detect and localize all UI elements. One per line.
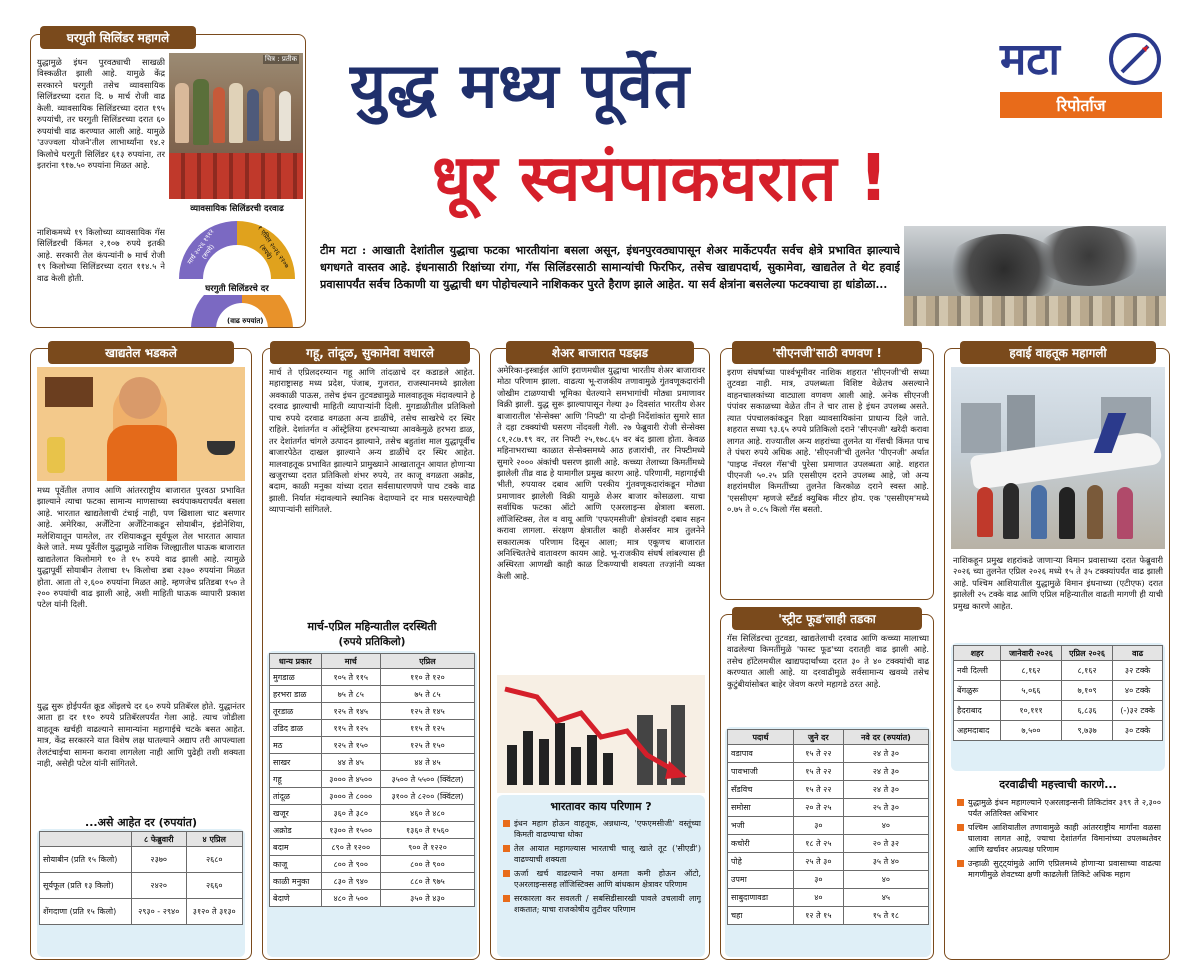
bullet-icon — [957, 860, 964, 867]
table-row — [270, 771, 475, 788]
table-cell: ३१२० ते ३१३० — [186, 899, 242, 925]
table-cell: २५ ते ३० — [793, 853, 843, 871]
table-row — [728, 853, 929, 871]
market-body: अमेरिका-इस्त्राईल आणि इराणमधील युद्धाचा भारतीय शेअर बाजारावर मोठा परिणाम झाला. वाढत्या भू-राजकीय तणावामुळे गुंतवणूकदारांनी जोखीम टाळण्याची भूमिका घेतल्याने समभागांची मोठ्या प्रमाणावर विक्री झाली. युद्ध सुरू झाल्यापासून गेल्या ३० दिवसांत भारतीय शेअर बाजारातील 'सेन्सेक्स' आणि 'निफ्टी' या दोन्ही निर्देशांकांत सुमारे सात ते दहा टक्क्यांची घसरण नोंदवली गेली. २७ फेब्रुवारी रोजी सेन्सेक्स ८१,२८७.१९ वर, तर निफ्टी २५,१७८.६५ वर बंद झाला होता. केवळ महिनाभराच्या काळात सेन्सेक्समध्ये आठ हजारांची, तर निफ्टीमध्ये सुमारे २००० अंकांची घसरण झाली आहे. कच्च्या तेलाच्या किमतींमध्ये झालेली तीव्र वाढ हे यामागील प्रमुख कारण आहे. परिणामी, महागाईची भीती, रुपयावर दबाव आणि परकीय गुंतवणूकदारांकडून मोठ्या प्रमाणावर झालेली विक्री यामुळे शेअर बाजार कोसळला. याचा सर्वाधिक फटका ऑटो आणि एअरलाइन्स क्षेत्राला बसला. लॉजिस्टिक्स, तेल व वायू आणि 'एफएमसीजी' क्षेत्रांवरही दबाव सहन करावा लागला. संरक्षण क्षेत्रातील काही शेअर्सवर मात्र तुलनेने सकारात्मक परिणाम दिसून आला; मात्र एकूणच बाजारात अनिश्चिततेचे वातावरण कायम आहे. भू-राजकीय संघर्ष लांबल्यास ही अस्थिरता आणखी काही काळ टिकण्याची शक्यता तज्ज्ञांनी व्यक्त केली आहे. — [497, 365, 705, 581]
masthead-sub: रिपोर्ताज — [1000, 92, 1162, 118]
table-cell: ४४ ते ४५ — [380, 754, 474, 771]
list-item: युद्धामुळे इंधन महागल्याने एअरलाइन्सनी तिकिटांवर ३९९ ते २,३०० पर्यंत अतिरिक्त अधिभार — [955, 797, 1161, 819]
table-cell: ८०० ते ९०० — [380, 856, 474, 873]
table-cell: उपमा — [728, 871, 794, 889]
table-header-cell: जुने दर — [793, 730, 843, 745]
table-cell: तूरडाळ — [270, 703, 322, 720]
street-food-section — [720, 614, 934, 960]
table-cell: १३०० ते १५०० — [321, 822, 380, 839]
table-cell: मठ — [270, 737, 322, 754]
street-food-table — [725, 727, 931, 957]
table-cell: बेदाणे — [270, 890, 322, 907]
table-cell: चहा — [728, 907, 794, 925]
gas-body: युद्धामुळे इंधन पुरवठ्याची साखळी विस्कळीत झाली आहे. यामुळे केंद्र सरकारने घरगुती तसेच व्यावसायिक सिलिंडरच्या दरात दि. ७ मार्च रोजी वाढ केली. व्यावसायिक सिलिंडरच्या दरात १९५ रुपयांची, तर घरगुती सिलिंडरच्या दरात ६० रुपयांची वाढ करण्यात आली आहे. यामुळे 'उज्ज्वला योजने'तील लाभार्थ्यांना १४.२ किलोचे घरगुती सिलिंडर ६१३ रुपयांना, तर इतरांना ९१७.५० रुपयांना मिळत आहे. — [37, 57, 165, 170]
table-cell: ३५० ते ४३० — [380, 890, 474, 907]
table-header-cell — [40, 832, 132, 847]
table-cell: ५,०६६ — [1001, 681, 1062, 701]
cng-section — [720, 348, 934, 600]
headline-line-2: धूर स्वयंपाकघरात ! — [432, 142, 889, 216]
table-cell: १०,१११ — [1001, 701, 1062, 721]
table-row — [270, 737, 475, 754]
oil-title: खाद्यतेल भडकले — [48, 341, 234, 364]
table-cell: सूर्यफूल (प्रति १३ किलो) — [40, 873, 132, 899]
street-food-body: गॅस सिलिंडरचा तुटवडा, खाद्यतेलाची दरवाढ आणि कच्च्या मालाच्या वाढलेल्या किमतींमुळे 'फास्ट फूड'च्या दरातही वाढ झाली आहे. तसेच हॉटेलमधील खाद्यपदार्थांच्या दरात ३० ते ४० टक्क्यांची वाढ करण्यात आली आहे. या दरवाढीमुळे सर्वसामान्य खवय्ये तसेच कुटुंबीयांसोबत बाहेर जेवण करणे महागडे ठरत आहे. — [727, 633, 929, 689]
table-header-cell: शहर — [954, 646, 1001, 661]
market-section — [490, 348, 710, 960]
impact-title: भारतावर काय परिणाम ? — [550, 800, 652, 813]
table-cell: २३७० — [131, 847, 186, 873]
table-cell: ३००० ते ८००० — [321, 788, 380, 805]
table-cell: ८८० ते ९७५ — [380, 873, 474, 890]
gas-section — [30, 34, 306, 328]
table-row — [270, 788, 475, 805]
table-cell: २० ते ३२ — [843, 835, 928, 853]
table-cell: ६,८३६ — [1061, 701, 1112, 721]
table-cell: पोहे — [728, 853, 794, 871]
headline-line-1: युद्ध मध्य पूर्वेत — [350, 49, 691, 122]
table-cell: ११५ ते १२५ — [380, 720, 474, 737]
market-crash-illustration — [497, 675, 705, 793]
table-cell: ४८० ते ५०० — [321, 890, 380, 907]
grain-table-subtitle: (रुपये प्रतिकिलो) — [338, 636, 406, 648]
table-header-cell: पदार्थ — [728, 730, 794, 745]
table-cell: १०५ ते ११५ — [321, 669, 380, 686]
domestic-label: घरगुती सिलिंडरचे दर — [205, 284, 269, 294]
table-row — [728, 871, 929, 889]
table-cell: ९,७३७ — [1061, 721, 1112, 741]
street-food-title: 'स्ट्रीट फूड'लाही तडका — [732, 607, 922, 630]
table-cell: १५ ते २२ — [793, 781, 843, 799]
table-cell: १२५ ते १५० — [380, 737, 474, 754]
impact-box — [497, 795, 705, 957]
table-cell: सोयाबीन (प्रति १५ किलो) — [40, 847, 132, 873]
table-cell: ९०० ते १२२० — [380, 839, 474, 856]
cng-title: 'सीएनजी'साठी वणवण ! — [732, 341, 922, 364]
grain-section — [262, 348, 480, 960]
table-cell: ७,१०९ — [1061, 681, 1112, 701]
table-cell: ४५ — [843, 889, 928, 907]
table-row — [728, 799, 929, 817]
air-reasons-box — [951, 793, 1165, 957]
table-cell: भजी — [728, 817, 794, 835]
table-cell: बदाम — [270, 839, 322, 856]
bullet-icon — [503, 845, 510, 852]
table-row — [270, 822, 475, 839]
bullet-icon — [503, 895, 510, 902]
table-cell: ८३० ते ९४० — [321, 873, 380, 890]
cng-body: इराण संघर्षाच्या पार्श्वभूमीवर नाशिक शहरात 'सीएनजी'ची सध्या तुटवडा नाही. मात्र, उपलब्धता विशिष्ट वेळेतच असल्याने वाहनचालकांच्या वाट्याला वणवण आली आहे. अनेक सीएनजी पंपांवर सकाळच्या वेळेत तीन ते चार तास हे इंधन उपलब्ध असते. त्यात पंपचालकांकडून रिक्षा व्यावसायिकांना प्राधान्य दिले जाते. शहरात सध्या ९३.६५ रुपये प्रतिकिलो दराने 'सीएनजी' खरेदी करावा लागत आहे. राज्यातील अन्य शहरांच्या तुलनेत या गॅसची किंमत पाच ते पंधरा रुपये अधिक आहे. 'सीएनजी'ची तुलनेत 'पीएनजी' अर्थात 'पाइप्ड नॅचरल गॅस'ची पुरेसा प्रमाणात उपलब्धता आहे. शहरात पीएनजी ५०.२५ प्रति एससीएम दराने उपलब्ध आहे, जो अन्य शहरांमधील किमतींच्या तुलनेत किरकोळ दराने स्वस्त आहे. 'एससीएम' म्हणजे स्टँडर्ड क्युबिक मीटर होय. एक 'एससीएम'मध्ये ०.७५ ते ०.८५ किलो गॅस बसतो. — [727, 367, 929, 515]
table-row — [728, 817, 929, 835]
impact-list — [501, 818, 701, 918]
table-cell: ७५ ते ८५ — [321, 686, 380, 703]
table-row — [728, 889, 929, 907]
table-cell: ३० — [793, 871, 843, 889]
table-cell: १५ ते २२ — [793, 763, 843, 781]
table-cell: हैदराबाद — [954, 701, 1001, 721]
table-cell: हरभरा डाळ — [270, 686, 322, 703]
table-cell: ४० — [843, 871, 928, 889]
table-cell: ३० टक्के — [1113, 721, 1163, 741]
list-item: सरकारला कर सवलती / सबसिडीसारखी पावले उचलावी लागू शकतात; याचा राजकोषीय तुटीवर परिणाम — [501, 893, 701, 915]
table-header-cell: जानेवारी २०२६ — [1001, 646, 1062, 661]
list-item: पश्चिम आशियातील तणावामुळे काही आंतरराष्ट्रीय मार्गांना वळसा घालावा लागत आहे, ज्याचा देशांतर्गत विमानांच्या उपलब्धतेवर आणि खर्चावर अप्रत्यक्ष परिणाम — [955, 822, 1161, 855]
table-row — [728, 907, 929, 925]
grain-body: मार्च ते एप्रिलदरम्यान गहू आणि तांदळाचे दर कडाडले आहेत. महाराष्ट्रासह मध्य प्रदेश, पंजाब, गुजरात, राजस्थानमध्ये झालेला अवकाळी पाऊस, तसेच इंधन तुटवड्यामुळे मालवाहतूक मंदावल्याने हे दरवाढ झाल्याची माहिती व्यापाऱ्यांनी दिली. मुगडाळीतील प्रतिकिलो पाच रुपये दरवाढ वगळता अन्य डाळींचे, तसेच साखरेचे दर स्थिर राहिले. देशांतर्गत व ऑस्ट्रेलिया हरभऱ्याच्या आवकेमुळे हरभरा डाळ, तर देशांतर्गत चांगले उत्पादन झाल्याने, तसेच बहुतांश माल युद्धापूर्वीच बाजारपेठेत दाखल झाल्याने अन्य डाळींचे दर स्थिर आहेत. मालवाहतूक प्रभावित झाल्याने प्रामुख्याने आखातातून आयात होणाऱ्या खजुराच्या दरात प्रतिकिलो शंभर रुपये, तर काजू वगळता अक्रोड, बदाम, काळी मनुका यांच्या दरात सर्वसाधारणपणे पाच टक्के वाढ झाली. निर्यात मंदावल्याने स्थानिक वेदाण्याने दर मात्र घसरल्याचेही व्यापाऱ्यांनी सांगितले. — [269, 367, 475, 515]
table-cell: २४ ते ३० — [843, 763, 928, 781]
cylinder-queue-photo — [169, 53, 303, 199]
commercial-after: १ एप्रिल २०२६ २१०७ (रुपये) — [255, 223, 291, 270]
table-cell: नवी दिल्ली — [954, 661, 1001, 681]
table-cell: तांदूळ — [270, 788, 322, 805]
table-cell: २६८० — [186, 847, 242, 873]
table-cell: १३६० ते १५६० — [380, 822, 474, 839]
table-cell: ३६० ते ३८० — [321, 805, 380, 822]
table-cell: १५ ते २२ — [793, 745, 843, 763]
airport-photo — [951, 367, 1165, 549]
table-row — [270, 890, 475, 907]
bullet-icon — [957, 824, 964, 831]
list-item: उन्हाळी सुट्ट्यांमुळे आणि एप्रिलमध्ये होणाऱ्या प्रवासाच्या वाढत्या मागणीमुळे शेवटच्या क्षणी काढलेली तिकिटे अधिक महाग — [955, 858, 1161, 880]
table-cell: १२५ ते १५० — [321, 737, 380, 754]
table-cell: शेंगदाणा (प्रति १५ किलो) — [40, 899, 132, 925]
gas-title: घरगुती सिलिंडर महागले — [40, 26, 196, 49]
domestic-unit: (वाढ रुपयांत) — [227, 317, 264, 325]
table-cell: वडापाव — [728, 745, 794, 763]
table-row — [728, 781, 929, 799]
commercial-before: मार्च २०२६ १९१२ (रुपये) — [185, 227, 217, 266]
table-cell: २९३० - २९४० — [131, 899, 186, 925]
list-item: तेल आयात महागल्यास भारताची चालू खाते तूट ('सीएडी') वाढण्याची शक्यता — [501, 843, 701, 865]
commercial-label: व्यावसायिक सिलिंडरची दरवाढ — [190, 204, 284, 214]
table-cell: १८ ते २५ — [793, 835, 843, 853]
table-header-cell: धान्य प्रकार — [270, 654, 322, 669]
table-cell: ३५०० ते ५५०० (क्विंटल) — [380, 771, 474, 788]
table-cell: ७,५०० — [1001, 721, 1062, 741]
table-row — [954, 661, 1163, 681]
grain-title: गहू, तांदूळ, सुकामेवा वधारले — [270, 341, 470, 364]
table-cell: ३५ ते ४० — [843, 853, 928, 871]
table-cell: ४४ ते ४५ — [321, 754, 380, 771]
masthead-brand: मटा — [1000, 34, 1060, 85]
air-body: नाशिकहून प्रमुख शहरांकडे जाणाऱ्या विमान प्रवासाच्या दरात फेब्रुवारी २०२६ च्या तुलनेत एप्रिल २०२६ मध्ये १५ ते ३५ टक्क्यांपर्यंत वाढ झाली आहे. पश्चिम आशियातील युद्धामुळे विमान इंधनाच्या (एटीएफ) दरात झालेली २५ टक्के वाढ आणि एप्रिल महिन्यातील वाढती मागणी ही याची प्रमुख कारणे आहेत. — [953, 555, 1163, 611]
table-cell: काजू — [270, 856, 322, 873]
table-row — [728, 745, 929, 763]
table-row — [954, 721, 1163, 741]
table-row — [728, 835, 929, 853]
table-cell: ७५ ते ८५ — [380, 686, 474, 703]
list-item: इंधन महाग होऊन वाहतूक, अन्नधान्य, 'एफएमसीजी' वस्तूंच्या किमती वाढण्याचा धोका — [501, 818, 701, 840]
table-row — [270, 805, 475, 822]
table-cell: ११० ते १२० — [380, 669, 474, 686]
table-cell: २५ ते ३० — [843, 799, 928, 817]
table-cell: २४२० — [131, 873, 186, 899]
air-title: हवाई वाहतूक महागली — [960, 341, 1156, 364]
table-header-cell: एप्रिल — [380, 654, 474, 669]
commercial-rate-chart — [171, 215, 303, 281]
bullet-icon — [503, 820, 510, 827]
table-row — [270, 856, 475, 873]
table-row — [270, 703, 475, 720]
air-reasons-list — [955, 797, 1161, 883]
table-cell: ४६० ते ४८० — [380, 805, 474, 822]
table-cell: ३००० ते ४५०० — [321, 771, 380, 788]
compass-icon — [1108, 32, 1162, 86]
oil-body: मध्य पूर्वेतील तणाव आणि आंतरराष्ट्रीय बाजारात पुरवठा प्रभावित झाल्याने त्याचा फटका सामान्य माणसाच्या स्वयंपाकघरापर्यंत बसला आहे. भारतात खाद्यतेलाची टंचाई नाही, पण खिशाला चाट बसणार आहे. अमेरिका, अर्जेंटिना अर्जेंटिनाकडून सोयाबीन, इंडोनेशिया, मलेशियातून पामतेल, तर रशियाकडून सूर्यफूल तेल भारतात आयात केले जाते. मध्य पूर्वेतील युद्धामुळे नाशिक जिल्ह्यातील घाऊक बाजारात खाद्यतेलात किलोमागे १० ते १५ रुपये वाढ झाली आहे. त्यामुळे युद्धापूर्वी सोयाबीन तेलाचा १५ किलोचा डबा २३७० रुपयांना मिळत होता. आता तो २,६०० रुपयांना मिळत आहे. म्हणजेच प्रतिडबा १५० ते २०० रुपयांची वाढ झाली आहे, अशी माहिती घाऊक व्यापारी प्रकाश पटेल यांनी दिली. — [37, 485, 245, 610]
woman-kitchen-illustration — [37, 367, 245, 481]
table-header-cell: वाढ — [1113, 646, 1163, 661]
oil-table-title: ...असे आहेत दर (रुपयांत) — [85, 816, 197, 829]
table-row — [40, 873, 243, 899]
oil-section — [30, 348, 252, 960]
table-row — [270, 754, 475, 771]
table-cell: १२५ ते १४५ — [321, 703, 380, 720]
table-row — [728, 763, 929, 781]
grain-table — [267, 651, 477, 957]
table-row — [954, 681, 1163, 701]
table-cell: साबुदाणावडा — [728, 889, 794, 907]
air-section — [944, 348, 1170, 960]
list-item: ऊर्जा खर्च वाढल्याने नफा क्षमता कमी होऊन ऑटो, एअरलाइन्ससह लॉजिस्टिक्स आणि बांधकाम क्षेत्रावर परिणाम — [501, 868, 701, 890]
table-cell: २६६० — [186, 873, 242, 899]
table-cell: (-)३२ टक्के — [1113, 701, 1163, 721]
air-reasons-title: दरवाढीची महत्त्वाची कारणे... — [999, 778, 1117, 791]
table-cell: काळी मनुका — [270, 873, 322, 890]
table-header-cell: एप्रिल २०२६ — [1061, 646, 1112, 661]
table-row — [270, 839, 475, 856]
gas-body-2: नाशिकमध्ये १९ किलोच्या व्यावसायिक गॅस सिलिंडरची किंमत २,१०७ रुपये इतकी आहे. सरकारी तेल कंपन्यांनी ७ मार्च रोजी १९ किलोच्या सिलिंडरच्या दरात ११४.५ ने वाढ केली होती. — [37, 227, 165, 283]
table-cell: खजूर — [270, 805, 322, 822]
table-cell: १५ ते १८ — [843, 907, 928, 925]
photo-credit: चित्र : प्रतीक — [264, 55, 297, 63]
table-cell: पावभाजी — [728, 763, 794, 781]
table-cell: उडिद डाळ — [270, 720, 322, 737]
bullet-icon — [957, 799, 964, 806]
table-cell: ३० — [793, 817, 843, 835]
table-cell: ४० — [843, 817, 928, 835]
table-cell: सँडविच — [728, 781, 794, 799]
table-cell: अहमदाबाद — [954, 721, 1001, 741]
table-cell: २० ते २५ — [793, 799, 843, 817]
table-row — [270, 669, 475, 686]
smoke-city-photo — [904, 226, 1166, 326]
table-cell: ४० — [793, 889, 843, 907]
bullet-icon — [503, 870, 510, 877]
table-cell: ८९० ते १२०० — [321, 839, 380, 856]
oil-table — [37, 829, 245, 957]
airfare-table — [951, 643, 1165, 771]
table-cell: अक्रोड — [270, 822, 322, 839]
table-row — [40, 899, 243, 925]
table-header-cell: मार्च — [321, 654, 380, 669]
table-cell: ११५ ते १२५ — [321, 720, 380, 737]
table-header-cell: ४ एप्रिल — [186, 832, 242, 847]
table-header-cell: ८ फेब्रुवारी — [131, 832, 186, 847]
oil-body-2: युद्ध सुरू होईपर्यंत क्रूड ऑइलचे दर ६० रुपये प्रतिबॅरल होते. युद्धानंतर आता हा दर ११० रुपये प्रतिबॅरलपर्यंत गेला आहे. त्याच जोडीला वाहतूक खर्चही वाढल्याने सामान्यांना महागाईचे चटके बसत आहेत. मात्र, केंद्र सरकारने यात विशेष लक्ष घातल्याने अद्याप तरी आपल्याला तेलटंचाईचा सामना करावा लागलेला नाही आणि पुढेही तशी शक्यता नाही, असेही पटेल यांनी सांगितले. — [37, 701, 245, 769]
table-cell: समोसा — [728, 799, 794, 817]
table-row — [270, 873, 475, 890]
table-cell: २४ ते ३० — [843, 745, 928, 763]
table-cell: मुगडाळ — [270, 669, 322, 686]
table-row — [270, 720, 475, 737]
table-cell: १२ ते १५ — [793, 907, 843, 925]
table-cell: ८,१६२ — [1001, 661, 1062, 681]
table-cell: ४० टक्के — [1113, 681, 1163, 701]
intro-text: टीम मटा : आखाती देशांतील युद्धाचा फटका भारतीयांना बसला असून, इंधनपुरवठ्यापासून शेअर मार्केटपर्यंत सर्वच क्षेत्रे प्रभावित झाल्याचे धगधगते वास्तव आहे. इंधनासाठी रिक्षांच्या रांगा, गॅस सिलिंडरसाठी सामान्यांची फिरफिर, तसेच खाद्यपदार्थ, सुकामेवा, खाद्यतेल ते थेट हवाई प्रवासापर्यंत सर्वच ठिकाणी या युद्धाची धग पोहोचल्याने नाशिककर पुरते हैराण झाले आहेत. या सर्व क्षेत्रांना बसलेल्या फटक्याचा हा धांडोळा... — [320, 243, 900, 291]
table-cell: साखर — [270, 754, 322, 771]
table-cell: १२५ ते १४५ — [380, 703, 474, 720]
table-cell: गहू — [270, 771, 322, 788]
table-row — [40, 847, 243, 873]
table-header-cell: नवे दर (रुपयांत) — [843, 730, 928, 745]
table-cell: बेंगळुरू — [954, 681, 1001, 701]
table-row — [270, 686, 475, 703]
table-cell: २४ ते ३० — [843, 781, 928, 799]
grain-table-title: मार्च-एप्रिल महिन्यातील दरस्थिती — [307, 620, 437, 633]
market-title: शेअर बाजारात पडझड — [506, 341, 694, 364]
table-cell: ८०० ते ९०० — [321, 856, 380, 873]
table-cell: ८,१६२ — [1061, 661, 1112, 681]
table-row — [954, 701, 1163, 721]
table-cell: ३२ टक्के — [1113, 661, 1163, 681]
table-cell: कचोरी — [728, 835, 794, 853]
table-cell: ३१०० ते ८२०० (क्विंटल) — [380, 788, 474, 805]
